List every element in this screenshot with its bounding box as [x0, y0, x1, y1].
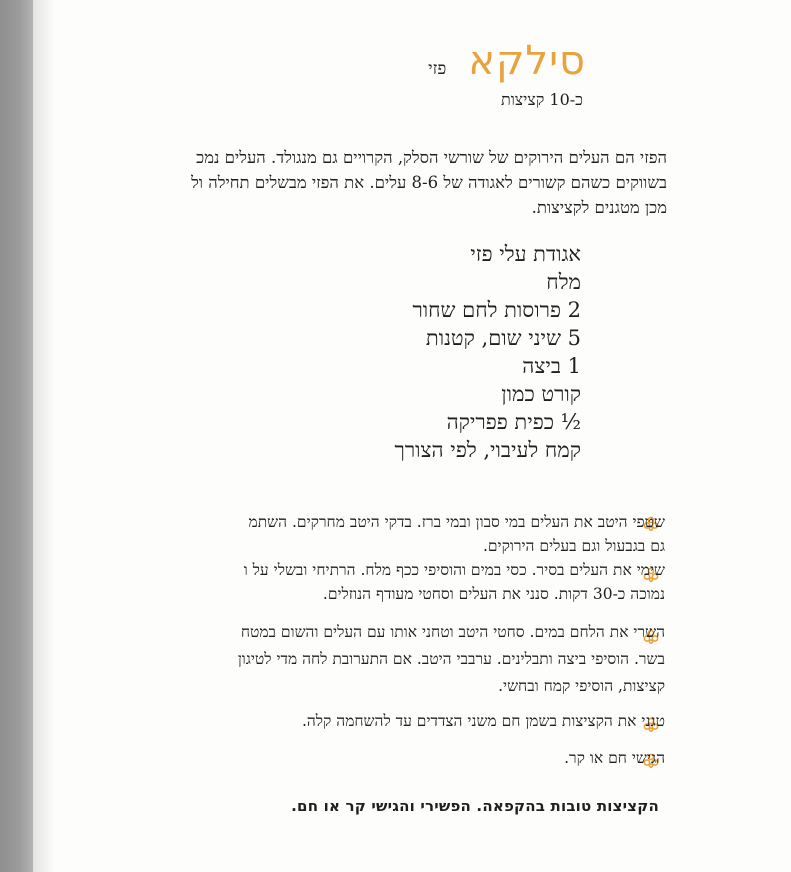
spine-shadow — [33, 0, 55, 872]
intro-line: הפזי הם העלים הירוקים של שורשי הסלק, הקרויים גם מנגולד. העלים נמכ — [196, 148, 667, 167]
recipe-page — [33, 0, 791, 872]
ingredient-item: ½ כפית פפריקה — [446, 410, 581, 434]
ingredient-item: קמח לעיבוי, לפי הצורך — [394, 438, 581, 462]
intro-line: מכן מטגנים לקציצות. — [531, 198, 667, 217]
book-spine — [0, 0, 33, 872]
ingredient-item: 1 ביצה — [522, 354, 581, 378]
step-line: גם בגבעול וגם בעלים הירוקים. — [482, 537, 665, 555]
recipe-title: סילקא — [468, 38, 586, 84]
ingredient-item: קורט כמון — [501, 382, 581, 406]
step-line: נמוכה כ-30 דקות. סנני את העלים וסחטי מעודף הנוזלים. — [322, 585, 665, 603]
step-line: השרי את הלחם במים. סחטי היטב וטחני אותו עם העלים והשום במטח — [240, 623, 665, 641]
step-line: טגני את הקציצות בשמן חם משני הצדדים עד להשחמה קלה. — [301, 712, 665, 730]
step-line: שימי את העלים בסיר. כסי במים והוסיפי ככף מלח. הרתיחי ובשלי על ו — [243, 561, 665, 579]
servings-label: כ-10 קציצות — [500, 90, 583, 109]
step-line: שטפי היטב את העלים במי סבון ובמי ברז. בדקי היטב מחרקים. השתמ — [248, 513, 665, 531]
ingredient-item: 2 פרוסות לחם שחור — [412, 298, 581, 322]
step-line: קציצות, הוסיפי קמח ובחשי. — [498, 677, 665, 695]
step-line: הגישי חם או קר. — [564, 749, 665, 767]
ingredient-item: 5 שיני שום, קטנות — [425, 326, 581, 350]
recipe-subtitle: פזי — [428, 59, 447, 79]
ingredient-item: מלח — [546, 270, 581, 294]
intro-line: בשווקים כשהם קשורים לאגודה של 8-6 עלים. את הפזי מבשלים תחילה ול — [191, 173, 667, 192]
step-line: בשר. הוסיפי ביצה ותבלינים. ערבבי היטב. אם התערובת לחה מדי לטיגון — [237, 650, 665, 668]
footer-note: הקציצות טובות בהקפאה. הפשירי והגישי קר או חם. — [291, 797, 659, 815]
recipe-header — [428, 38, 586, 84]
ingredient-item: אגודת עלי פזי — [470, 242, 581, 266]
